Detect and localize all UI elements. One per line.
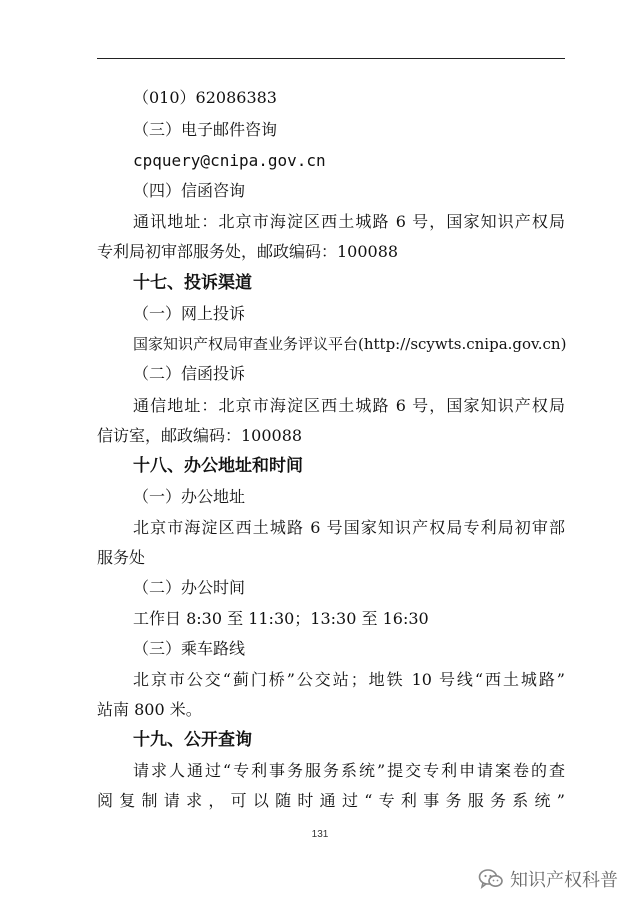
public-query-line-1: 请求人通过“专利事务服务系统”提交专利申请案卷的查	[133, 761, 565, 780]
public-query-line-2: 阅复制请求，可以随时通过“专利事务服务系统”	[97, 791, 565, 810]
watermark-text: 知识产权科普	[510, 870, 618, 891]
section-heading-18: 十八、办公地址和时间	[133, 456, 303, 476]
transit-line-2: 站南 800 米。	[97, 700, 202, 719]
office-address-line-2: 服务处	[97, 548, 146, 567]
subheading-office-hours: （二）办公时间	[133, 578, 246, 597]
email-address: cpquery@cnipa.gov.cn	[133, 151, 326, 170]
subheading-letter-complaint: （二）信函投诉	[133, 364, 246, 383]
subheading-office-address: （一）办公地址	[133, 487, 246, 506]
subheading-online: （一）网上投诉	[133, 304, 246, 323]
subheading-transit: （三）乘车路线	[133, 639, 246, 658]
transit-line-1: 北京市公交“蓟门桥”公交站；地铁 10 号线“西土城路”	[133, 670, 565, 689]
page-number: 131	[311, 829, 329, 840]
subheading-email: （三）电子邮件咨询	[133, 120, 278, 139]
section-heading-19: 十九、公开查询	[133, 730, 252, 750]
complaint-address-line-1: 通信地址：北京市海淀区西土城路 6 号，国家知识产权局	[133, 396, 565, 415]
phone-number: （010）62086383	[133, 88, 277, 107]
wechat-icon	[478, 868, 504, 890]
address-line-2: 专利局初审部服务处，邮政编码：100088	[97, 242, 399, 261]
address-line-1: 通讯地址：北京市海淀区西土城路 6 号，国家知识产权局	[133, 212, 565, 231]
subheading-letter: （四）信函咨询	[133, 181, 246, 200]
watermark-brand	[478, 866, 618, 892]
office-hours: 工作日 8:30 至 11:30；13:30 至 16:30	[133, 609, 429, 628]
section-heading-17: 十七、投诉渠道	[133, 273, 252, 293]
complaint-address-line-2: 信访室，邮政编码：100088	[97, 426, 303, 445]
header-rule	[97, 58, 565, 59]
online-platform: 国家知识产权局审查业务评议平台(http://scywts.cnipa.gov.cn)	[133, 335, 567, 353]
office-address-line-1: 北京市海淀区西土城路 6 号国家知识产权局专利局初审部	[133, 518, 565, 537]
